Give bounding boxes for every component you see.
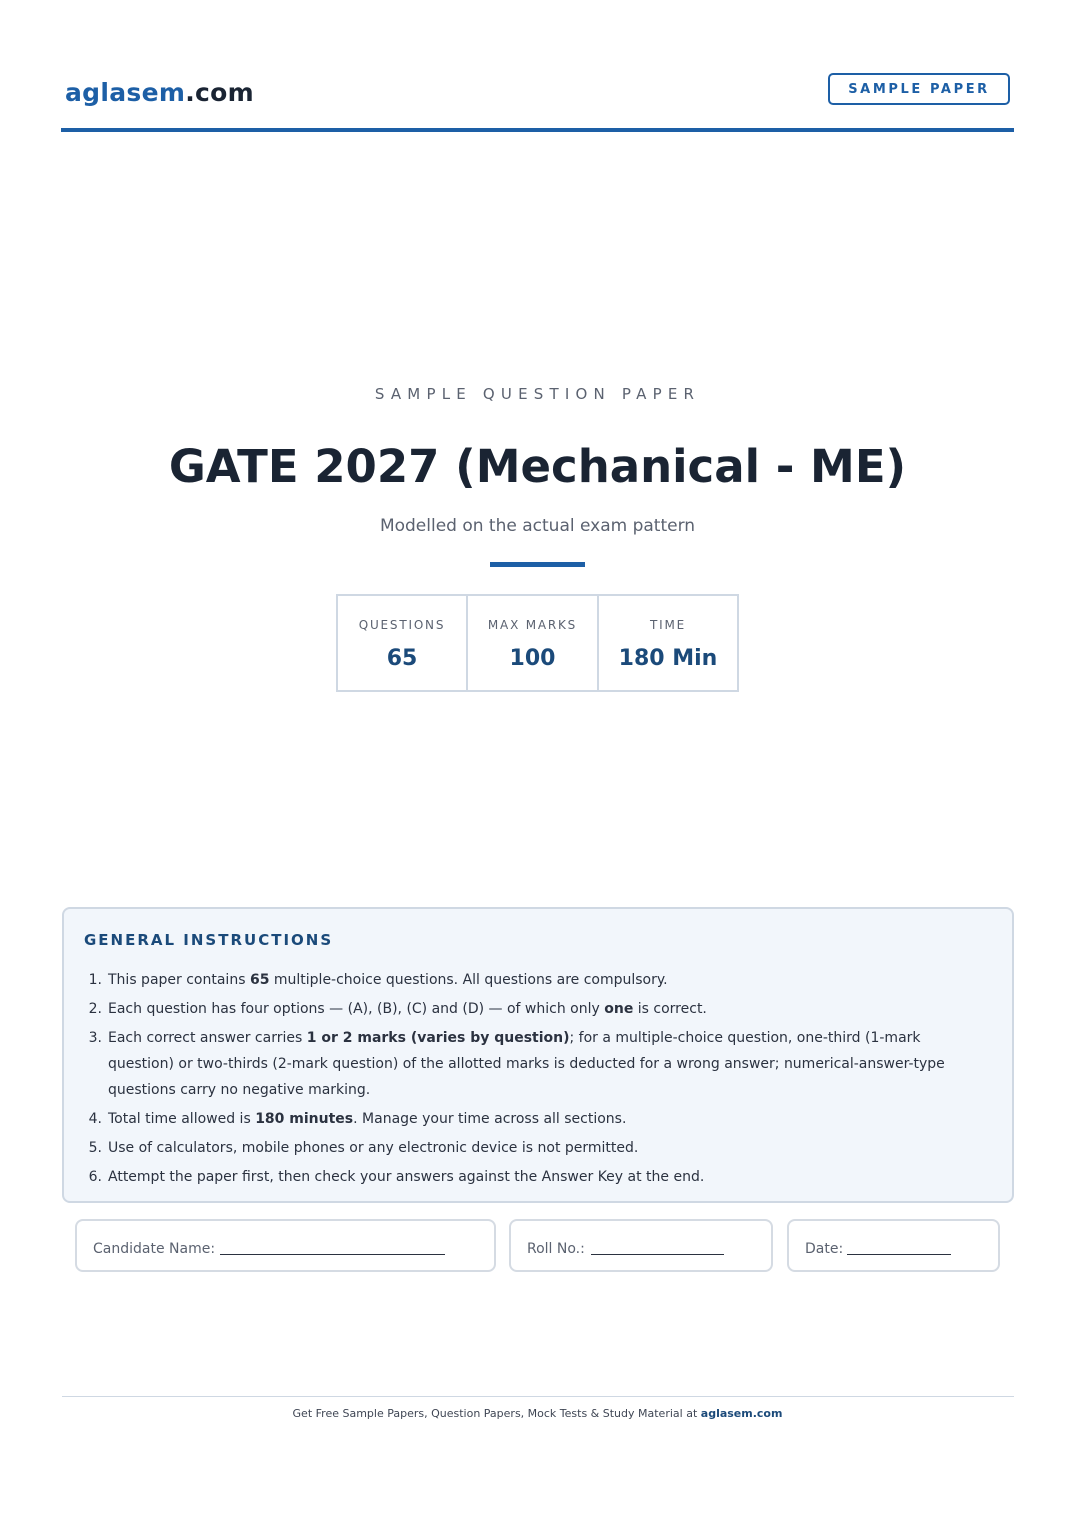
stat-max-marks	[466, 596, 597, 690]
candidate-name-label: Candidate Name:	[93, 1241, 216, 1257]
footer-divider	[62, 1396, 1014, 1397]
date-field[interactable]	[787, 1219, 1000, 1272]
instruction-text: This paper contains	[108, 972, 250, 988]
general-instructions-box	[62, 907, 1014, 1203]
cover-eyebrow: SAMPLE QUESTION PAPER	[374, 385, 701, 403]
instruction-item	[88, 1025, 988, 1103]
instruction-emphasis: 65	[249, 972, 270, 988]
instructions-list	[88, 967, 988, 1193]
instructions-title: GENERAL INSTRUCTIONS	[84, 931, 334, 949]
instruction-number: 2.	[88, 1001, 102, 1017]
date-line[interactable]	[847, 1254, 951, 1255]
instruction-item	[88, 996, 988, 1022]
exam-stats	[336, 594, 739, 692]
roll-no-label: Roll No.:	[527, 1241, 585, 1257]
instruction-item	[88, 1106, 988, 1132]
instruction-text: Each correct answer carries	[108, 1030, 307, 1046]
page-footer	[0, 1407, 1075, 1420]
instruction-number: 1.	[88, 972, 102, 988]
stat-time	[597, 596, 737, 690]
logo-brand: aglasem	[65, 78, 186, 107]
instruction-text: . Manage your time across all sections.	[353, 1111, 627, 1127]
sample-paper-badge: SAMPLE PAPER	[828, 73, 1010, 105]
instruction-number: 3.	[88, 1030, 102, 1046]
instruction-emphasis: one	[604, 1001, 634, 1017]
instruction-emphasis: 180 minutes	[255, 1111, 354, 1127]
instruction-number: 6.	[88, 1169, 102, 1185]
stat-value: 100	[509, 646, 556, 671]
instruction-text: multiple-choice questions. All questions are compulsory.	[269, 972, 668, 988]
roll-no-line[interactable]	[591, 1254, 724, 1255]
header-divider	[61, 128, 1014, 132]
instruction-text: Use of calculators, mobile phones or any electronic device is not permitted.	[108, 1140, 639, 1156]
instruction-text: ; for a multiple-choice question, one-third (1-mark question) or two-thirds (2-mark question) of the allotted marks is deducted for a wrong answer; numerical-answer-type questions carry no negative marking.	[108, 1030, 945, 1098]
candidate-details	[75, 1219, 1000, 1273]
instruction-text: Each question has four options — (A), (B), (C) and (D) — of which only	[108, 1001, 605, 1017]
stat-label: QUESTIONS	[358, 618, 446, 632]
instruction-item	[88, 1164, 988, 1190]
instruction-text: Attempt the paper first, then check your answers against the Answer Key at the end.	[108, 1169, 705, 1185]
instruction-emphasis: 1 or 2 marks (varies by question)	[306, 1030, 570, 1046]
instruction-text: Total time allowed is	[108, 1111, 256, 1127]
footer-link[interactable]: aglasem.com	[700, 1407, 783, 1420]
page-title: GATE 2027 (Mechanical - ME)	[168, 440, 907, 493]
instruction-text: is correct.	[633, 1001, 707, 1017]
logo-tld: .com	[185, 78, 254, 107]
instruction-item	[88, 967, 988, 993]
instruction-item	[88, 1135, 988, 1161]
roll-no-field[interactable]	[509, 1219, 773, 1272]
cover-subtitle: Modelled on the actual exam pattern	[379, 516, 696, 536]
date-label: Date:	[805, 1241, 844, 1257]
stat-label: TIME	[649, 618, 686, 632]
instruction-number: 5.	[88, 1140, 102, 1156]
title-accent-bar	[490, 562, 585, 567]
stat-questions	[338, 596, 466, 690]
stat-label: MAX MARKS	[487, 618, 578, 632]
candidate-name-line[interactable]	[220, 1254, 445, 1255]
stat-value: 180 Min	[618, 646, 718, 671]
stat-value: 65	[386, 646, 418, 671]
footer-text: Get Free Sample Papers, Question Papers, Mock Tests & Study Material at	[292, 1407, 698, 1420]
site-logo[interactable]	[65, 78, 254, 107]
candidate-name-field[interactable]	[75, 1219, 496, 1272]
page-header	[62, 70, 1014, 128]
instruction-number: 4.	[88, 1111, 102, 1127]
